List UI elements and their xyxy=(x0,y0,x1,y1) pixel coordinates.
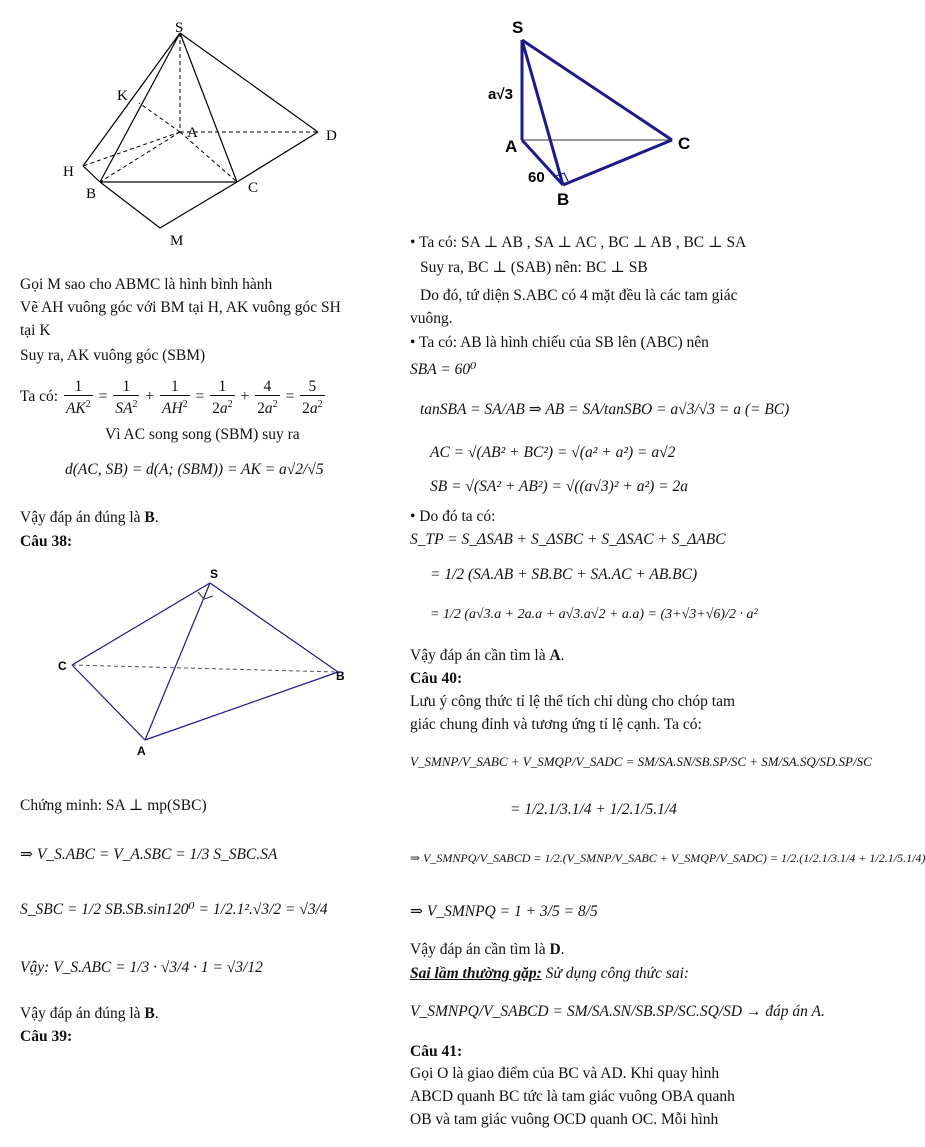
formula-ratio-values: = 1/2.1/3.1/4 + 1/2.1/5.1/4 xyxy=(510,801,677,818)
text-line: vuông. xyxy=(410,310,453,327)
fig2-label-C: C xyxy=(58,659,67,673)
answer-line: Vậy đáp án cần tìm là D. xyxy=(410,941,565,958)
fig2-label-S: S xyxy=(210,567,219,581)
text-line: Vẽ AH vuông góc với BM tại H, AK vuông góc SH xyxy=(20,299,341,316)
fig2-label-A: A xyxy=(137,744,146,758)
question-40-heading: Câu 40: xyxy=(410,670,463,687)
fig1-label-H: H xyxy=(63,164,74,180)
formula-volume-result: Vậy: V_S.ABC = 1/3 · √3/4 · 1 = √3/12 xyxy=(20,959,263,976)
formula-ab: tanSBA = SA/AB ⇒ AB = SA/tanSBO = a√3/√3 = a (= BC) xyxy=(420,401,790,418)
fig1-label-D: D xyxy=(326,128,337,144)
text-line: • Ta có: SA ⊥ AB , SA ⊥ AC , BC ⊥ AB , BC ⊥ SA xyxy=(410,234,747,251)
formula-area-sbc: S_SBC = 1/2 SB.SB.sin120⁰ = 1/2.1².√3/2 = √3/4 xyxy=(20,901,328,918)
answer-line: Vậy đáp án đúng là B. xyxy=(20,1005,159,1022)
formula-sb: SB = √(SA² + AB²) = √((a√3)² + a²) = 2a xyxy=(430,478,688,495)
fig1-label-M: M xyxy=(170,233,184,249)
fig3-label-edge: a√3 xyxy=(488,86,513,103)
formula-volume-result: ⇒ V_SMNPQ = 1 + 3/5 = 8/5 xyxy=(410,903,598,920)
fig3-label-S: S xyxy=(512,18,524,37)
text-line: Suy ra, AK vuông góc (SBM) xyxy=(20,347,206,364)
answer-line: Vậy đáp án đúng là B. xyxy=(20,509,159,526)
question-38-heading: Câu 38: xyxy=(20,533,73,550)
formula-angle: SBA = 60⁰ xyxy=(410,361,477,378)
fig1-label-S: S xyxy=(175,20,184,36)
text-line: Do đó, tứ diện S.ABC có 4 mặt đều là các tam giác xyxy=(420,287,738,304)
formula-ak: Ta có: $\frac{1}{AK^2}$ = $\frac{1}{SA^2}$ + $\frac{1}{AH^2}$ = $\frac{1}{2a^2}$ + $\frac{4}{2a^2}$ = $\frac{5}{2a^2}$ xyxy=(20,378,323,418)
formula-ac: AC = √(AB² + BC²) = √(a² + a²) = a√2 xyxy=(430,444,676,461)
proof-line: Chứng minh: SA ⊥ mp(SBC) xyxy=(20,797,207,814)
fig1-label-K: K xyxy=(117,88,128,104)
formula-stp-expand: = 1/2 (SA.AB + SB.BC + SA.AC + AB.BC) xyxy=(430,566,698,583)
fig3-label-C: C xyxy=(678,134,691,153)
text-line: giác chung đỉnh và tương ứng tỉ lệ cạnh. Ta có: xyxy=(410,716,702,733)
fig1-label-C: C xyxy=(248,180,259,196)
question-39-heading: Câu 39: xyxy=(20,1028,73,1045)
text-line: OB và tam giác vuông OCD quanh OC. Mỗi hình xyxy=(410,1111,719,1128)
fig1-label-A: A xyxy=(187,125,198,141)
formula-stp: S_TP = S_ΔSAB + S_ΔSBC + S_ΔSAC + S_ΔABC xyxy=(410,531,726,548)
common-mistake: Sai lầm thường gặp: Sử dụng công thức sai: xyxy=(410,965,690,982)
text-line: Suy ra, BC ⊥ (SAB) nên: BC ⊥ SB xyxy=(420,259,648,276)
formula-ratio-sum: V_SMNP/V_SABC + V_SMQP/V_SADC = SM/SA.SN/SB.SP/SC + SM/SA.SQ/SD.SP/SC xyxy=(410,754,872,769)
tetrahedron-figure-3 xyxy=(480,10,710,220)
text-line: Vì AC song song (SBM) suy ra xyxy=(105,426,300,443)
formula-volume: ⇒ V_S.ABC = V_A.SBC = 1/3 S_SBC.SA xyxy=(20,846,278,863)
formula-wrong: V_SMNPQ/V_SABCD = SM/SA.SN/SB.SP/SC.SQ/SD → đáp án A. xyxy=(410,1003,825,1020)
formula-stp-result: = 1/2 (a√3.a + 2a.a + a√3.a√2 + a.a) = (3+√3+√6)/2 · a² xyxy=(430,607,758,622)
text-line: Gọi M sao cho ABMC là hình bình hành xyxy=(20,276,273,293)
fig2-label-B: B xyxy=(336,669,345,683)
fig3-label-B: B xyxy=(557,190,570,209)
formula-ratio-total: ⇒ V_SMNPQ/V_SABCD = 1/2.(V_SMNP/V_SABC + V_SMQP/V_SADC) = 1/2.(1/2.1/3.1/4 + 1/2.1/5.1/4) xyxy=(410,851,925,865)
fig3-label-angle: 60 xyxy=(528,169,545,186)
text-line: • Do đó ta có: xyxy=(410,508,496,525)
formula-distance: d(AC, SB) = d(A; (SBM)) = AK = a√2/√5 xyxy=(65,461,324,478)
question-41-heading: Câu 41: xyxy=(410,1043,463,1060)
fig1-label-B: B xyxy=(86,186,97,202)
text-line: Lưu ý công thức tỉ lệ thể tích chỉ dùng cho chóp tam xyxy=(410,693,736,710)
text-line: tại K xyxy=(20,322,51,339)
pyramid-figure-1 xyxy=(60,20,400,250)
answer-line: Vậy đáp án cần tìm là A. xyxy=(410,647,565,664)
text-line: • Ta có: AB là hình chiếu của SB lên (ABC) nên xyxy=(410,334,709,351)
tetrahedron-figure-2 xyxy=(50,560,380,760)
text-line: ABCD quanh BC tức là tam giác vuông OBA quanh xyxy=(410,1088,735,1105)
text-line: Gọi O là giao điểm của BC và AD. Khi quay hình xyxy=(410,1065,720,1082)
fig3-label-A: A xyxy=(505,137,518,156)
